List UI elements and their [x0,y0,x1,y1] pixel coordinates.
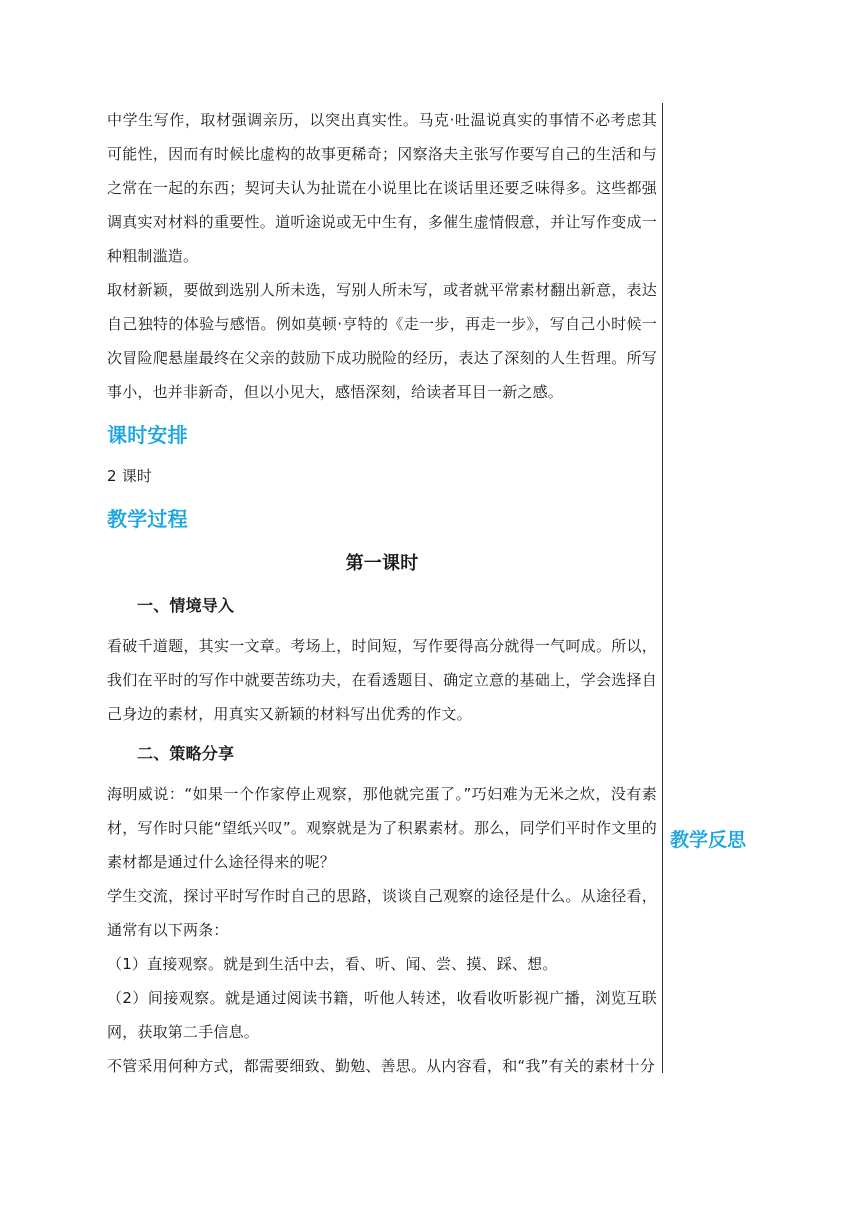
paragraph-method-conclusion: 不管采用何种方式，都需要细致、勤勉、善思。从内容看，和“我”有关的素材十分 [107,1057,655,1075]
paragraph-student-exchange: 学生交流，探讨平时写作时自己的思路，谈谈自己观察的途径是什么。从途径看，通常有以下两条： [107,887,657,939]
heading-process: 教学过程 [107,507,188,531]
list-item-direct-observation: （1）直接观察。就是到生活中去，看、听、闻、尝、摸、踩、想。 [107,955,558,973]
lesson-title: 第一课时 [345,553,419,574]
paragraph-introduction: 看破千道题，其实一文章。考场上，时间短，写作要得高分就得一气呵成。所以，我们在平时的写作中就要苦练功夫，在看透题目、确定立意的基础上，学会选择自己身边的素材，用真实又新颖的材料写出优秀的作文。 [107,637,657,723]
paragraph-novelty: 取材新颖，要做到选别人所未选，写别人所未写，或者就平常素材翻出新意，表达自己独特的体验与感悟。例如莫顿·亨特的《走一步，再走一步》，写自己小时候一次冒险爬悬崖最终在父亲的鼓励下成功脱险的经历，表达了深刻的人生哲理。所写事小，也并非新奇，但以小见大，感悟深刻，给读者耳目一新之感。 [107,281,657,401]
sub-heading-introduction: 一、情境导入 [137,596,235,615]
list-item-indirect-observation: （2）间接观察。就是通过阅读书籍，听他人转述，收看收听影视广播，浏览互联网，获取第二手信息。 [107,989,657,1041]
sub-heading-strategy: 二、策略分享 [137,744,235,763]
lesson-plan-main-column [107,103,657,1083]
heading-schedule: 课时安排 [107,423,188,447]
column-divider [662,103,663,1073]
schedule-value: 2 课时 [107,467,153,485]
paragraph-authenticity: 中学生写作，取材强调亲历，以突出真实性。马克·吐温说真实的事情不必考虑其可能性，因而有时候比虚构的故事更稀奇；冈察洛夫主张写作要写自己的生活和与之常在一起的东西；契诃夫认为扯谎在小说里比在谈话里还要乏味得多。这些都强调真实对材料的重要性。道听途说或无中生有，多催生虚情假意，并让写作变成一种粗制滥造。 [107,111,657,265]
paragraph-hemingway: 海明威说：“如果一个作家停止观察，那他就完蛋了。”巧妇难为无米之炊，没有素材，写作时只能“望纸兴叹”。观察就是为了积累素材。那么，同学们平时作文里的素材都是通过什么途径得来的呢？ [107,785,657,871]
reflection-label: 教学反思 [670,829,747,851]
